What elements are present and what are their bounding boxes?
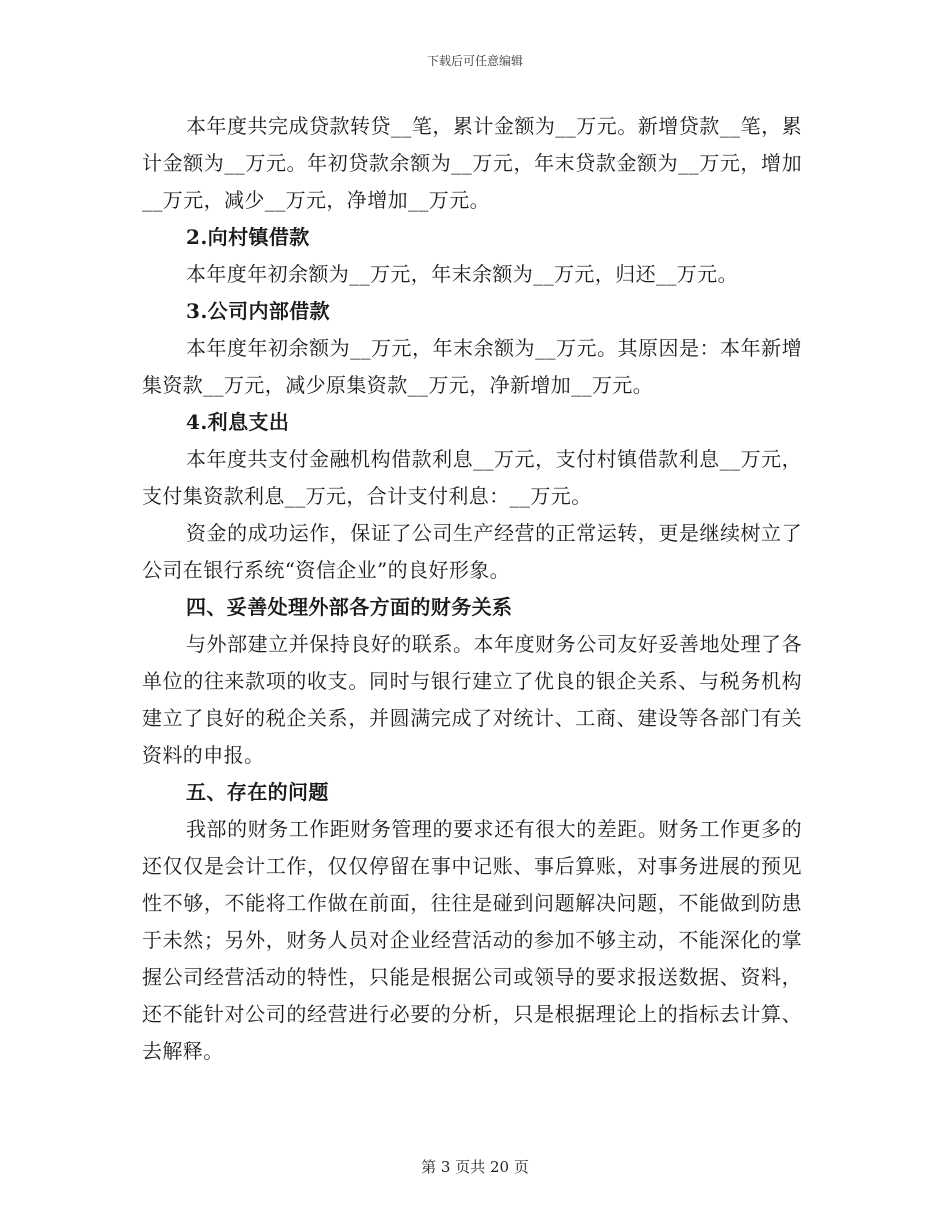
- paragraph-external-relations: 与外部建立并保持良好的联系。本年度财务公司友好妥善地处理了各单位的往来款项的收支。同时与银行建立了优良的银企关系、与税务机构建立了良好的税企关系，并圆满完成了对统计、工商、建设等各部门有关资料的申报。: [142, 632, 802, 767]
- heading-interest-expense: 4.利息支出: [186, 410, 290, 434]
- heading-internal-borrowing: 3.公司内部借款: [186, 299, 331, 323]
- paragraph-capital-operation: 资金的成功运作，保证了公司生产经营的正常运转，更是继续树立了公司在银行系统“资信企业”的良好形象。: [142, 521, 802, 582]
- document-body: [142, 108, 802, 1070]
- page-footer: 第 3 页共 20 页: [421, 1158, 529, 1176]
- paragraph-loan-transfer: 本年度共完成贷款转贷__笔，累计金额为__万元。新增贷款__笔，累计金额为__万元。年初贷款余额为__万元，年末贷款金额为__万元，增加__万元，减少__万元，净增加__万元。: [142, 114, 802, 212]
- paragraph-village-borrowing: 本年度年初余额为__万元，年末余额为__万元，归还__万元。: [186, 262, 738, 286]
- paragraph-interest-expense: 本年度共支付金融机构借款利息__万元，支付村镇借款利息__万元，支付集资款利息__万元，合计支付利息：__万元。: [142, 447, 802, 508]
- heading-external-relations: 四、妥善处理外部各方面的财务关系: [186, 595, 513, 619]
- paragraph-internal-borrowing: 本年度年初余额为__万元，年末余额为__万元。其原因是：本年新增集资款__万元，减少原集资款__万元，净新增加__万元。: [142, 336, 802, 397]
- paragraph-existing-problems: 我部的财务工作距财务管理的要求还有很大的差距。财务工作更多的还仅仅是会计工作，仅仅停留在事中记账、事后算账，对事务进展的预见性不够，不能将工作做在前面，往往是碰到问题解决问题，不能做到防患于未然；另外，财务人员对企业经营活动的参加不够主动，不能深化的掌握公司经营活动的特性，只能是根据公司或领导的要求报送数据、资料，还不能针对公司的经营进行必要的分析，只是根据理论上的指标去计算、去解释。: [142, 817, 802, 1063]
- page-header: 下载后可任意编辑: [426, 54, 523, 68]
- heading-existing-problems: 五、存在的问题: [186, 780, 329, 804]
- heading-village-borrowing: 2.向村镇借款: [186, 225, 310, 249]
